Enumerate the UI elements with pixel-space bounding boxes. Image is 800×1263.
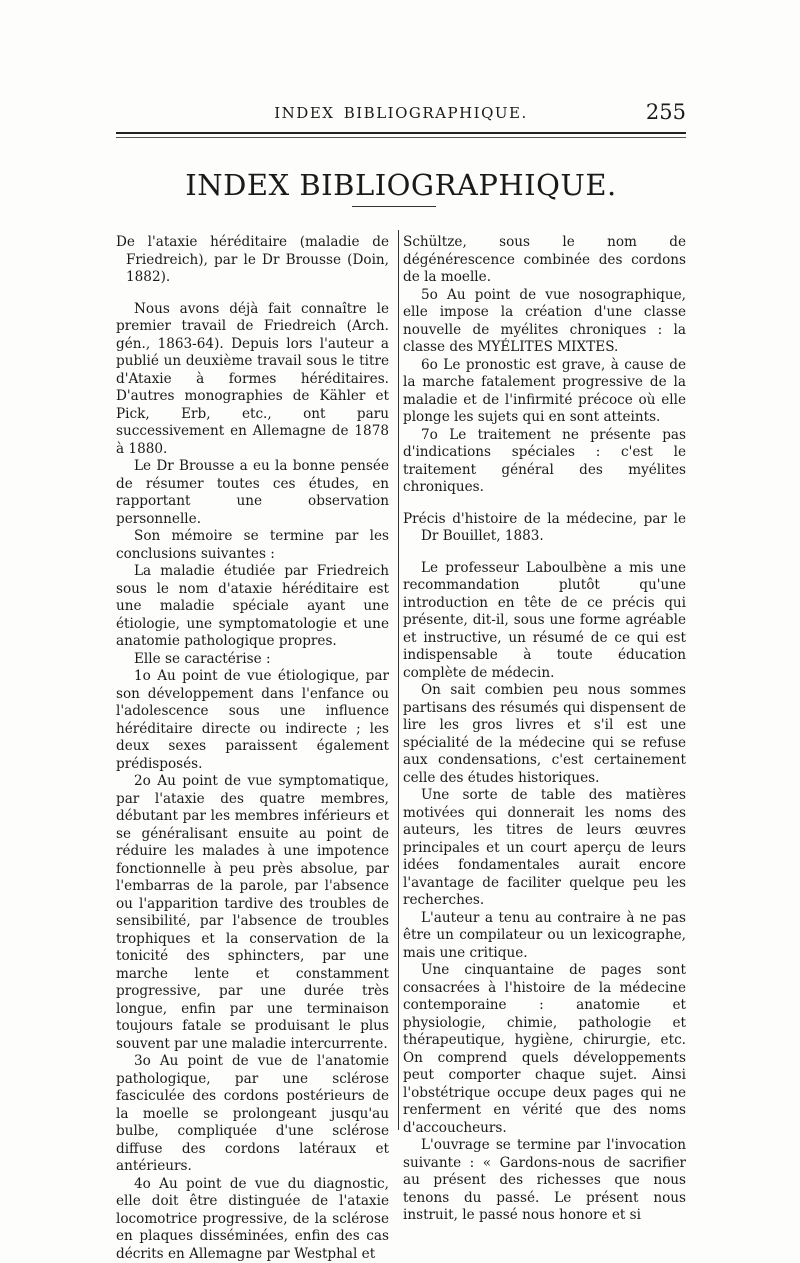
- right-column: [403, 234, 686, 1225]
- paragraph: Elle se caractérise :: [116, 651, 389, 669]
- paragraph: Le professeur Laboulbène a mis une recommandation plutôt qu'une introduction en tête de ce précis qui présente, dit-il, sous une forme agréable et instructive, un résumé de ce qui est indispensable à toute éducation complète de médecin.: [403, 560, 686, 683]
- paragraph: L'auteur a tenu au contraire à ne pas être un compilateur ou un lexicographe, mais une critique.: [403, 910, 686, 963]
- paragraph: L'ouvrage se termine par l'invocation suivante : « Gardons-nous de sacrifier au présent des richesses que nous tenons du passé. Le présent nous instruit, le passé nous honore et si: [403, 1137, 686, 1225]
- paragraph: 6o Le pronostic est grave, à cause de la marche fatalement progressive de la maladie et de l'infirmité précoce où elle plonge les sujets qui en sont atteints.: [403, 357, 686, 427]
- header-rule: [116, 132, 686, 134]
- paragraph: 4o Au point de vue du diagnostic, elle doit être distinguée de l'ataxie locomotrice progressive, de la sclérose en plaques disséminées, enfin des cas décrits en Allemagne par Westphal et: [116, 1176, 389, 1263]
- page-number: 255: [646, 100, 686, 124]
- left-column: [116, 234, 389, 1263]
- paragraph: 1o Au point de vue étiologique, par son développement dans l'enfance ou l'adolescence sous une influence héréditaire directe ou indirecte ; les deux sexes paraissent également prédisposés.: [116, 668, 389, 773]
- paragraph: La maladie étudiée par Friedreich sous le nom d'ataxie héréditaire est une maladie spéciale ayant une étiologie, une symptomatologie et une anatomie pathologique propres.: [116, 563, 389, 651]
- paragraph: Une sorte de table des matières motivées qui donnerait les noms des auteurs, les titres de leurs œuvres principales et un court aperçu de leurs idées fondamentales aurait encore l'avantage de faciliter quelque peu les recherches.: [403, 787, 686, 910]
- running-head: [116, 104, 686, 126]
- page-title: INDEX BIBLIOGRAPHIQUE.: [116, 168, 686, 202]
- entry-heading: De l'ataxie héréditaire (maladie de Friedreich), par le Dr Brousse (Doin, 1882).: [116, 234, 389, 287]
- paragraph: 3o Au point de vue de l'anatomie pathologique, par une sclérose fasciculée des cordons postérieurs de la moelle se prolongeant jusqu'au bulbe, compliquée d'une sclérose diffuse des cordons latéraux et antérieurs.: [116, 1053, 389, 1176]
- paragraph: 5o Au point de vue nosographique, elle impose la création d'une classe nouvelle de myélites chroniques : la classe des MYÉLITES MIXTES.: [403, 287, 686, 357]
- paragraph: Le Dr Brousse a eu la bonne pensée de résumer toutes ces études, en rapportant une observation personnelle.: [116, 458, 389, 528]
- title-rule: [352, 206, 436, 207]
- paragraph: Une cinquantaine de pages sont consacrées à l'histoire de la médecine contemporaine : anatomie et physiologie, chimie, pathologie et thérapeutique, hygiène, chirurgie, etc. On comprend quels développements peut comporter chaque sujet. Ainsi l'obstétrique occupe deux pages qui ne renferment en vérité que des noms d'accoucheurs.: [403, 962, 686, 1137]
- paragraph: 7o Le traitement ne présente pas d'indications spéciales : c'est le traitement général des myélites chroniques.: [403, 427, 686, 497]
- entry-heading: Précis d'histoire de la médecine, par le Dr Bouillet, 1883.: [403, 511, 686, 546]
- header-rule-thin: [116, 137, 686, 138]
- paragraph: Son mémoire se termine par les conclusions suivantes :: [116, 528, 389, 563]
- paragraph: On sait combien peu nous sommes partisans des résumés qui dispensent de lire les gros livres et s'il est une spécialité de la médecine qui se refuse aux condensations, c'est certainement celle des études historiques.: [403, 682, 686, 787]
- column-divider: [398, 230, 399, 1130]
- paragraph: 2o Au point de vue symptomatique, par l'ataxie des quatre membres, débutant par les membres inférieurs et se généralisant ensuite au point de réduire les malades à une impotence fonctionnelle à peu près absolue, par l'embarras de la parole, par l'absence ou l'apparition tardive des troubles de sensibilité, par l'absence de troubles trophiques et la conservation de la tonicité des sphincters, par une marche lente et constamment progressive, par une durée très longue, enfin par une terminaison toujours fatale se produisant le plus souvent par une maladie intercurrente.: [116, 773, 389, 1053]
- paragraph: Nous avons déjà fait connaître le premier travail de Friedreich (Arch. gén., 1863-64). Depuis lors l'auteur a publié un deuxième travail sous le titre d'Ataxie à formes héréditaires. D'autres monographies de Kähler et Pick, Erb, etc., ont paru successivement en Allemagne de 1878 à 1880.: [116, 301, 389, 459]
- running-title: INDEX BIBLIOGRAPHIQUE.: [116, 104, 686, 122]
- paragraph: Schültze, sous le nom de dégénérescence combinée des cordons de la moelle.: [403, 234, 686, 287]
